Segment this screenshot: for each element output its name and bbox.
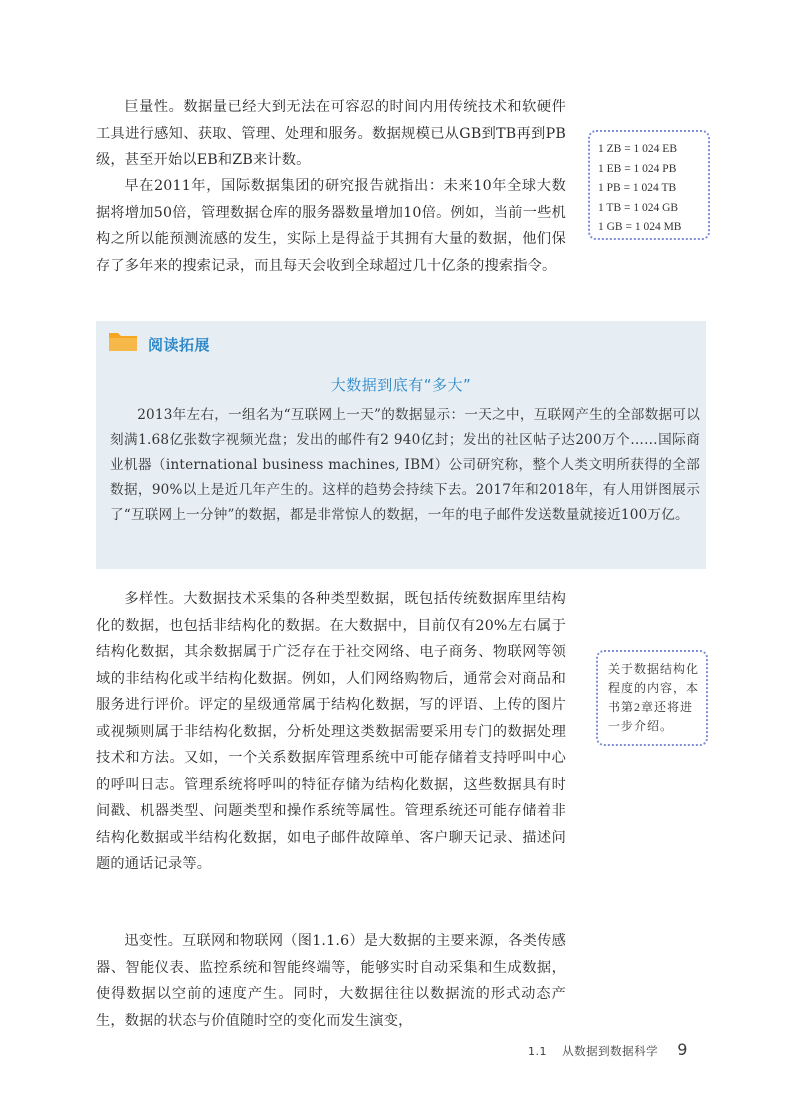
reading-title: 大数据到底有“多大”: [330, 376, 472, 394]
paragraph-volume: 巨量性。数据量已经大到无法在可容忍的时间内用传统技术和软硬件工具进行感知、获取、管理、处理和服务。数据规模已从GB到TB再到PB级，甚至开始以EB和ZB来计数。: [96, 99, 566, 168]
reading-extension-label: 阅读拓展: [148, 336, 211, 354]
paragraph-variety: 多样性。大数据技术采集的各种类型数据，既包括传统数据库里结构化的数据，也包括非结构化的数据。在大数据中，目前仅有20%左右属于结构化数据，其余数据属于广泛存在于社交网络、电子商务、物联网等领域的非结构化或半结构化数据。例如，人们网络购物后，通常会对商品和服务进行评价。评定的星级通常属于结构化数据，写的评语、上传的图片或视频则属于非结构化数据，分析处理这类数据需要采用专门的数据处理技术和方法。又如，一个关系数据库管理系统中可能存储着支持呼叫中心的呼叫日志。管理系统将呼叫的特征存储为结构化数据，这些数据具有时间戳、机器类型、问题类型和操作系统等属性。管理系统还可能存储着非结构化数据或半结构化数据，如电子邮件故障单、客户聊天记录、描述问题的通话记录等。: [96, 591, 566, 872]
structure-sidenote: [596, 650, 708, 746]
unit-line-eb: 1 EB = 1 024 PB: [598, 162, 677, 175]
paragraph-idc-report: 早在2011年，国际数据集团的研究报告就指出：未来10年全球大数据将增加50倍，管理数据仓库的服务器数量增加10倍。例如，当前一些机构之所以能预测流感的发生，实际上是得益于其拥有大量的数据，他们保存了多年来的搜索记录，而且每天会收到全球超过几十亿条的搜索指令。: [96, 178, 566, 274]
sidenote-text: 关于数据结构化程度的内容，本书第2章还将进一步介绍。: [608, 662, 700, 733]
reading-extension-box: [96, 321, 706, 569]
unit-line-zb: 1 ZB = 1 024 EB: [598, 143, 678, 155]
footer-section-number: 1.1: [528, 1045, 547, 1058]
reading-body: 2013年左右，一组名为“互联网上一天”的数据显示：一天之中，互联网产生的全部数据可以刻满1.68亿张数字视频光盘；发出的邮件有2 940亿封；发出的社区帖子达200万个……国际商业机器（international business machines, IBM）公司研究称，整个人类文明所获得的全部数据，90%以上是近几年产生的。这样的趋势会持续下去。2017年和2018年，有人用饼图展示了“互联网上一分钟”的数据，都是非常惊人的数据，一年的电子邮件发送数量就接近100万亿。: [110, 407, 700, 523]
page-footer: [528, 1040, 687, 1059]
folder-icon: [108, 330, 138, 352]
page-number: 9: [677, 1040, 688, 1059]
unit-line-tb: 1 TB = 1 024 GB: [598, 201, 679, 214]
footer-chapter-title: 从数据到数据科学: [562, 1044, 659, 1058]
units-sidenote: [588, 130, 710, 240]
unit-line-gb: 1 GB = 1 024 MB: [598, 221, 682, 233]
paragraph-velocity: 迅变性。互联网和物联网（图1.1.6）是大数据的主要来源，各类传感器、智能仪表、监控系统和智能终端等，能够实时自动采集和生成数据，使得数据以空前的速度产生。同时，大数据往往以数据流的形式动态产生，数据的状态与价值随时空的变化而发生演变，: [96, 933, 566, 1029]
unit-line-pb: 1 PB = 1 024 TB: [598, 182, 677, 194]
